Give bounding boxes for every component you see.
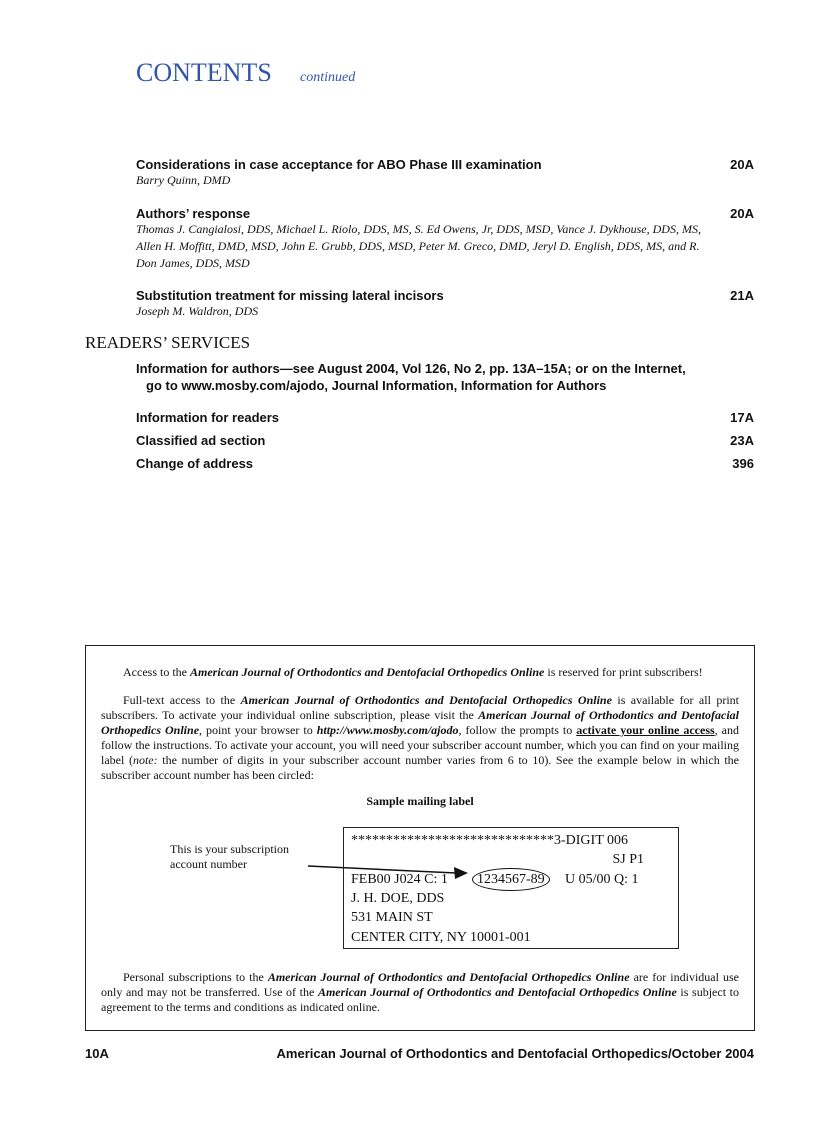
entry-title: Classified ad section (136, 433, 266, 448)
entry-title: Substitution treatment for missing lateral incisors (136, 288, 444, 303)
journal-url[interactable]: http://www.mosby.com/ajodo (316, 723, 459, 737)
footer-journal: American Journal of Orthodontics and Dentofacial Orthopedics/October 2004 (276, 1046, 754, 1061)
entry-title: Change of address (136, 456, 254, 471)
notice-paragraph: Access to the American Journal of Orthodontics and Dentofacial Orthopedics Online is reserved for print subscribers! (123, 665, 703, 679)
toc-entry[interactable] (136, 410, 754, 425)
toc-entry[interactable] (136, 157, 754, 189)
activate-link[interactable]: activate your online access (576, 723, 715, 737)
footer-page-number: 10A (85, 1046, 109, 1061)
entry-authors: Joseph M. Waldron, DDS (136, 304, 259, 318)
sample-mailing-label: *****************************3-DIGIT 006 SJ P1 FEB00 J024 C: 1 1234567-89 U 05/00 Q: 1 J. H. DOE, DDS 531 MAIN ST CENTER CITY, NY 10001-001 (343, 827, 679, 949)
notice-paragraph: Personal subscriptions to the American Journal of Orthodontics and Dentofacial Orthopedics Online are for individual use only and may not be transferred. Use of the American Journal of Orthodontics and Dentofacial Orthopedics Online is subject to agreement to the terms and conditions as indicated online. (101, 970, 740, 1014)
entry-title: Information for readers (136, 410, 280, 425)
toc-entry[interactable] (136, 206, 754, 272)
entry-title: Authors’ response (136, 206, 251, 221)
info-line: go to www.mosby.com/ajodo, Journal Information, Information for Authors (146, 378, 607, 393)
notice-paragraph: Full-text access to the American Journal of Orthodontics and Dentofacial Orthopedics Online is available for all print subscribers. To activate your individual online subscription, please visit the American Journal of Orthodontics and Dentofacial Orthopedics Online, point your browser to http://www.mosby.com/ajodo, follow the prompts to activate your online access, and follow the instructions. To activate your account, you will need your subscriber account number, which you can find on your mailing label (note: the number of digits in your subscriber account number varies from 6 to 10). See the example below in which the subscriber account number has been circled: (101, 693, 740, 782)
entry-authors: Barry Quinn, DMD (136, 173, 231, 187)
entry-page: 17A (730, 410, 754, 425)
entry-page: 23A (730, 433, 754, 448)
toc-entry[interactable] (136, 456, 754, 471)
toc-entry[interactable] (136, 288, 754, 320)
entry-page: 20A (730, 157, 754, 172)
entry-page: 20A (730, 206, 754, 221)
entry-page: 21A (730, 288, 754, 303)
toc-entry[interactable] (136, 433, 754, 448)
sample-heading: Sample mailing label (366, 794, 474, 808)
info-line: Information for authors—see August 2004, Vol 126, No 2, pp. 13A–15A; or on the Internet, (136, 361, 686, 376)
account-number: 1234567-89 (472, 868, 550, 891)
section-heading: READERS’ SERVICES (85, 333, 251, 352)
page-title: CONTENTS (136, 58, 272, 87)
page-subtitle: continued (300, 70, 356, 85)
authors-info (136, 360, 754, 394)
online-access-notice (85, 645, 755, 1031)
callout-text: This is your subscription account number (170, 842, 289, 871)
entry-page: 396 (732, 456, 754, 471)
entry-title: Considerations in case acceptance for ABO Phase III examination (136, 157, 542, 172)
entry-authors: Thomas J. Cangialosi, DDS, Michael L. Riolo, DDS, MS, S. Ed Owens, Jr, DDS, MSD, Vance J. Dykhouse, DDS, MS, Allen H. Moffitt, DMD, MSD, John E. Grubb, DDS, MSD, Peter M. Greco, DMD, Jeryl D. English, DDS, MS, and R. Don James, DDS, MSD (136, 222, 701, 270)
